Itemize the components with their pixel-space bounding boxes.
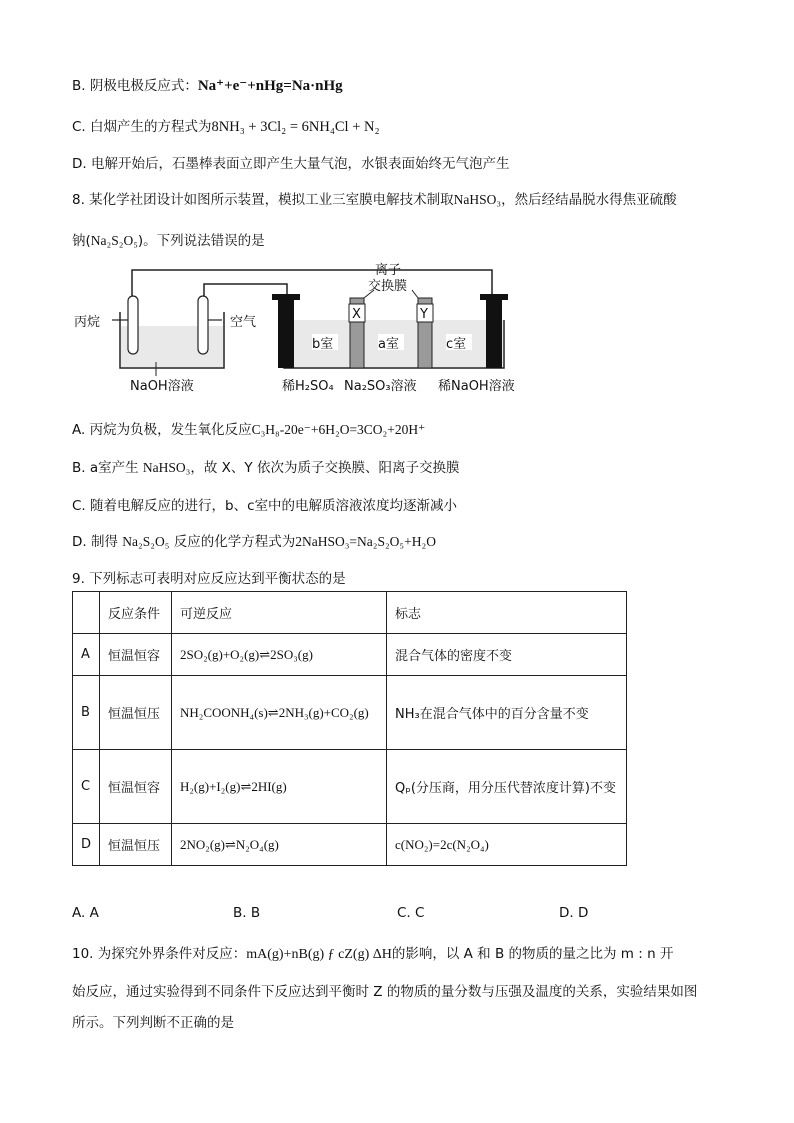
header-condition: 反应条件 — [100, 592, 172, 634]
row-condition: 恒温恒容 — [100, 750, 172, 824]
header-mark: 标志 — [387, 592, 627, 634]
label-y: Y — [420, 307, 428, 322]
q8-stem-text1: 8. 某化学社团设计如图所示装置，模拟工业三室膜电解技术制取 — [72, 192, 454, 208]
q8-option-b — [72, 456, 459, 476]
row-mark: NH₃在混合气体中的百分含量不变 — [387, 676, 627, 750]
label-dilute-naoh: 稀NaOH溶液 — [438, 379, 515, 394]
row-label: A — [73, 634, 100, 676]
q8-stem-line1 — [72, 188, 677, 208]
row-mark: 混合气体的密度不变 — [387, 634, 627, 676]
q9-option-d: D. D — [559, 905, 589, 921]
row-condition: 恒温恒压 — [100, 676, 172, 750]
q8-b-formula: NaHSO₃ — [142, 460, 191, 475]
q10-line3: 所示。下列判断不正确的是 — [72, 1015, 234, 1031]
q8-d-formula2: 2NaHSO₃=Na₂S₂O₅+H₂O — [295, 534, 436, 549]
q7-option-d: D. 电解开始后，石墨棒表面立即产生大量气泡，水银表面始终无气泡产生 — [72, 156, 510, 172]
label-room-c: c室 — [446, 337, 467, 352]
row-label: C — [73, 750, 100, 824]
header-reaction: 可逆反应 — [172, 592, 387, 634]
q8-option-c: C. 随着电解反应的进行，b、c室中的电解质溶液浓度均逐渐减小 — [72, 498, 457, 514]
propane-electrode — [128, 296, 138, 354]
q8-b-text2: ，故 X、Y 依次为质子交换膜、阳离子交换膜 — [190, 460, 460, 476]
label-air: 空气 — [230, 315, 257, 330]
q10-text2: 的影响，以 A 和 B 的物质的量之比为 m : n 开 — [391, 946, 674, 962]
q8-stem-formula1: NaHSO₃ — [453, 192, 502, 207]
q7-option-c — [72, 115, 380, 136]
q9-option-a: A. A — [72, 905, 99, 921]
q8-option-a — [72, 418, 425, 438]
q7-option-b — [72, 74, 343, 95]
q8-stem-text3: 钠( — [72, 233, 91, 249]
q8-option-d — [72, 530, 436, 550]
table-row — [73, 634, 627, 676]
q7-b-formula: Na⁺+e⁻+nHg=Na·nHg — [197, 78, 343, 94]
label-x: X — [352, 307, 361, 322]
q8-b-text1: B. a室产生 — [72, 460, 139, 476]
q8-d-formula1: Na₂S₂O₅ — [122, 534, 170, 549]
left-electrode — [278, 294, 294, 368]
q8-stem-text2: ，然后经结晶脱水得焦亚硫酸 — [501, 192, 677, 208]
header-blank — [73, 592, 100, 634]
label-room-b: b室 — [312, 337, 334, 352]
row-reaction: 2SO₂(g)+O₂(g)⇌2SO₃(g) — [172, 634, 387, 676]
right-electrode — [486, 294, 502, 368]
label-na2so3: Na₂SO₃溶液 — [344, 379, 417, 394]
q10-line1 — [72, 942, 673, 963]
q7-c-formula: 8NH₃ + 3Cl₂ = 6NH₄Cl + N₂ — [211, 119, 380, 135]
label-propane: 丙烷 — [74, 315, 101, 330]
q10-formula: mA(g)+nB(g) ƒ cZ(g) ΔH — [246, 947, 392, 962]
q8-stem-formula2: Na₂S₂O₅ — [90, 233, 138, 248]
row-reaction: 2NO₂(g)⇌N₂O₄(g) — [172, 824, 387, 866]
q7-b-text: B. 阴极电极反应式： — [72, 78, 198, 94]
row-mark: c(NO₂)=2c(N₂O₄) — [387, 824, 627, 866]
table-row — [73, 824, 627, 866]
electrolysis-apparatus-diagram — [72, 262, 542, 398]
row-label: B — [73, 676, 100, 750]
q10-line2: 始反应，通过实验得到不同条件下反应达到平衡时 Z 的物质的量分数与压强及温度的关系，实验结果如图 — [72, 984, 698, 1000]
table-row — [73, 676, 627, 750]
row-condition: 恒温恒压 — [100, 824, 172, 866]
row-condition: 恒温恒容 — [100, 634, 172, 676]
q10-text1: 10. 为探究外界条件对反应： — [72, 946, 247, 962]
air-electrode — [198, 296, 208, 354]
q8-stem-line2 — [72, 229, 265, 249]
table-header-row — [73, 592, 627, 634]
row-label: D — [73, 824, 100, 866]
row-reaction: H₂(g)+I₂(g)⇌2HI(g) — [172, 750, 387, 824]
q9-table — [72, 591, 627, 866]
label-room-a: a室 — [378, 337, 399, 352]
q8-d-text1: D. 制得 — [72, 534, 118, 550]
q9-stem: 9. 下列标志可表明对应反应达到平衡状态的是 — [72, 571, 346, 587]
q9-option-c: C. C — [397, 905, 425, 921]
row-mark: Qₚ(分压商，用分压代替浓度计算)不变 — [387, 750, 627, 824]
row-reaction: NH₂COONH₄(s)⇌2NH₃(g)+CO₂(g) — [172, 676, 387, 750]
circuit-wire — [132, 270, 492, 302]
q8-stem-text4: )。下列说法错误的是 — [137, 233, 265, 249]
table-row — [73, 750, 627, 824]
q7-c-text: C. 白烟产生的方程式为 — [72, 119, 212, 135]
q8-a-formula: C₃H₈-20e⁻+6H₂O=3CO₂+20H⁺ — [251, 422, 426, 437]
label-membrane-2: 交换膜 — [368, 279, 408, 294]
label-membrane-1: 离子 — [375, 263, 402, 278]
label-naoh: NaOH溶液 — [130, 379, 194, 394]
q8-d-text2: 反应的化学方程式为 — [173, 534, 296, 550]
label-dilute-h2so4: 稀H₂SO₄ — [282, 379, 334, 394]
q9-option-b: B. B — [233, 905, 261, 921]
q8-a-text: A. 丙烷为负极，发生氧化反应 — [72, 422, 252, 438]
